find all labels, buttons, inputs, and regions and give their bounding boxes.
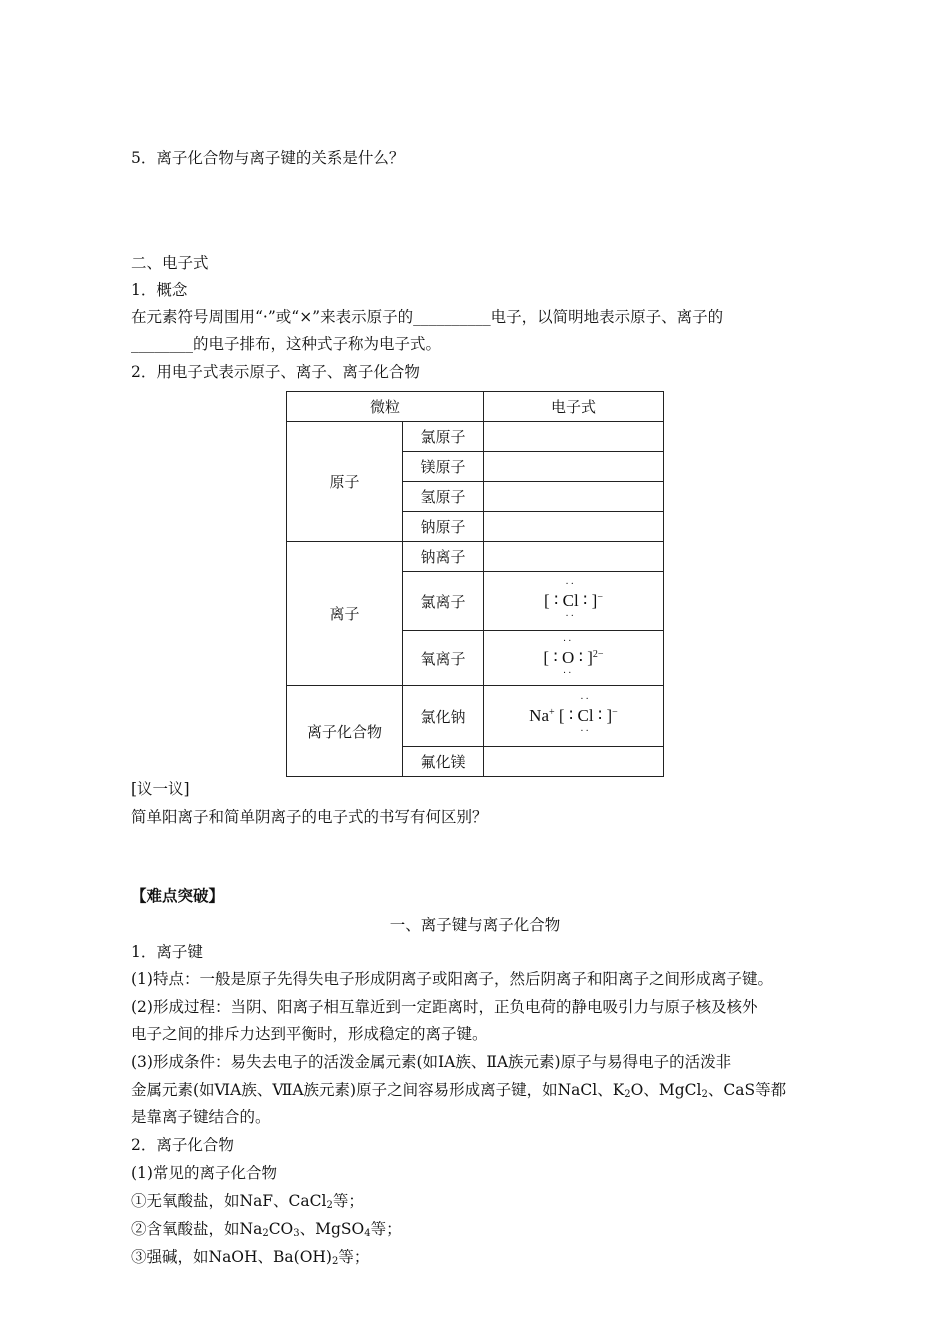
element-symbol: Cl [577, 706, 594, 725]
para-condition-c: 是靠离子键结合的。 [131, 1108, 271, 1126]
formula-text [544, 579, 603, 622]
chlorine-symbol [577, 694, 594, 737]
text-run: 、MgSO [299, 1220, 365, 1238]
group-label-ionic-compound: 离子化合物 [287, 686, 403, 777]
formula-text [529, 694, 618, 737]
formula-cell-empty [484, 747, 664, 777]
element-symbol: Cl [562, 591, 579, 610]
formula-text [543, 636, 604, 679]
subheading-ionic-bond: 1．离子键 [131, 943, 203, 961]
text-run: O、MgCl [630, 1081, 702, 1099]
row-label: 氢原子 [403, 482, 484, 512]
electron-pair-colon: ∶ [597, 706, 603, 725]
electron-pair-colon: ∶ [568, 706, 574, 725]
table-header-particle: 微粒 [287, 392, 484, 422]
ion-charge: − [597, 592, 603, 603]
bracket-left: [ [558, 706, 565, 725]
ion-charge: 2− [592, 649, 604, 660]
subheading-concept: 1．概念 [131, 281, 188, 299]
oxide-ion-formula [484, 631, 664, 686]
subscript: 4 [364, 1228, 371, 1239]
concept-line-2: ________的电子排布，这种式子称为电子式。 [131, 335, 442, 353]
electron-pair-colon: ∶ [578, 648, 583, 667]
list-item-oxyacid-salts [131, 1218, 402, 1240]
subscript: 2 [326, 1200, 333, 1211]
text-run: ③强碱，如NaOH、Ba(OH) [131, 1248, 332, 1266]
chlorine-symbol [562, 579, 579, 622]
cation-symbol: Na [529, 706, 549, 725]
table-header-formula: 电子式 [484, 392, 664, 422]
formula-cell-empty [484, 482, 664, 512]
text-run: ②含氧酸盐，如Na [131, 1220, 263, 1238]
row-label: 氯离子 [403, 572, 484, 631]
electron-dots-bottom: ·· [580, 726, 591, 737]
bracket-left: [ [543, 648, 550, 667]
electron-pair-colon: ∶ [582, 591, 588, 610]
para-formation-a: (2)形成过程：当阴、阳离子相互靠近到一定距离时，正负电荷的静电吸引力与原子核及核外 [131, 998, 758, 1016]
electron-dots-bottom: ·· [565, 611, 577, 622]
para-formation-b: 电子之间的排斥力达到平衡时，形成稳定的离子键。 [131, 1025, 488, 1043]
concept-line-1: 在元素符号周围用“·”或“×”来表示原子的__________电子，以简明地表示原子、离子的 [131, 308, 724, 326]
subscript: 2 [262, 1228, 269, 1239]
ion-charge: − [612, 707, 618, 718]
difficulty-title: 【难点突破】 [131, 886, 225, 905]
text-run: 、CaS等都 [707, 1081, 787, 1099]
element-symbol: O [562, 648, 575, 667]
text-run: 等； [332, 1192, 364, 1210]
group-label-ion: 离子 [287, 542, 403, 686]
para-condition-b [131, 1079, 786, 1101]
sodium-chloride-formula [484, 686, 664, 747]
row-label: 镁原子 [403, 452, 484, 482]
subscript: 2 [701, 1089, 708, 1100]
row-label: 氧离子 [403, 631, 484, 686]
subheading-representation: 2．用电子式表示原子、离子、离子化合物 [131, 363, 420, 381]
oxygen-symbol [562, 636, 575, 679]
para-condition-a: (3)形成条件：易失去电子的活泼金属元素(如ⅠA族、ⅡA族元素)原子与易得电子的活泼非 [131, 1053, 732, 1071]
text-run: 等； [338, 1248, 370, 1266]
row-label: 氟化镁 [403, 747, 484, 777]
electron-formula-table [286, 391, 664, 777]
question-5: 5．离子化合物与离子键的关系是什么？ [131, 149, 405, 167]
text-run: CO [268, 1220, 294, 1238]
electron-dots-top: ·· [562, 636, 574, 647]
text-run: 等； [370, 1220, 402, 1238]
bracket-left: [ [544, 591, 550, 610]
list-item-strong-bases [131, 1246, 369, 1268]
subscript: 2 [331, 1256, 339, 1267]
bracket-right: ] [587, 648, 593, 667]
electron-dots-top: ·· [565, 579, 577, 590]
formula-cell-empty [484, 512, 664, 542]
subscript: 2 [624, 1089, 631, 1100]
para-common-compounds: (1)常见的离子化合物 [131, 1164, 277, 1182]
discuss-question: 简单阳离子和简单阴离子的电子式的书写有何区别？ [131, 808, 488, 826]
row-label: 氯原子 [403, 422, 484, 452]
cation-charge: + [549, 707, 555, 718]
group-label-atom: 原子 [287, 422, 403, 542]
list-item-oxygen-free-salts [131, 1190, 364, 1212]
electron-pair-colon: ∶ [553, 591, 559, 610]
chloride-ion-formula [484, 572, 664, 631]
electron-dots-top: ·· [580, 694, 591, 705]
formula-cell-empty [484, 452, 664, 482]
subscript: 3 [293, 1228, 300, 1239]
electron-dots-bottom: ·· [562, 668, 574, 679]
para-feature: (1)特点：一般是原子先得失电子形成阴离子或阳离子，然后阴离子和阳离子之间形成离子键。 [131, 970, 773, 988]
row-label: 钠原子 [403, 512, 484, 542]
subheading-ionic-compound: 2．离子化合物 [131, 1136, 234, 1154]
bracket-right: ] [606, 706, 613, 725]
formula-cell-empty [484, 542, 664, 572]
row-label: 钠离子 [403, 542, 484, 572]
text-run: ①无氧酸盐，如NaF、CaCl [131, 1192, 327, 1210]
discuss-tag: [议一议] [131, 780, 190, 798]
electron-pair-colon: ∶ [553, 648, 558, 667]
section-heading-electron-formula: 二、电子式 [131, 254, 209, 272]
text-run: 金属元素(如ⅥA族、ⅦA族元素)原子之间容易形成离子键，如NaCl、K [131, 1081, 625, 1099]
difficulty-subtitle: 一、离子键与离子化合物 [389, 916, 561, 934]
formula-cell-empty [484, 422, 664, 452]
bracket-right: ] [591, 591, 598, 610]
row-label: 氯化钠 [403, 686, 484, 747]
